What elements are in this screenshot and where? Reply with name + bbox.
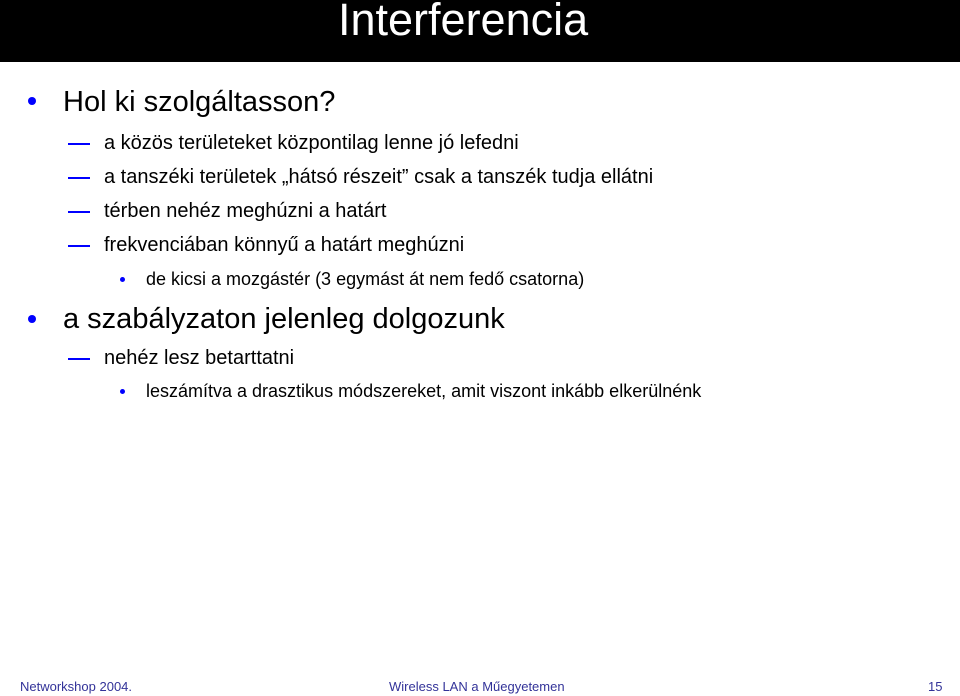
bullet-dash-icon — [68, 245, 90, 247]
bullet-text: a közös területeket központilag lenne jó lefedni — [104, 132, 519, 154]
footer-left: Networkshop 2004. — [20, 679, 133, 694]
bullet-text: a tanszéki területek „hátsó részeit” csak a tanszék tudja ellátni — [104, 166, 654, 188]
bullet-text: Hol ki szolgáltasson? — [63, 86, 336, 118]
bullet-text: nehéz lesz betarttatni — [104, 347, 295, 369]
bullet-dot-icon — [120, 389, 125, 394]
bullet-dot-icon — [28, 97, 36, 105]
footer-center: Wireless LAN a Műegyetemen — [389, 679, 565, 694]
bullet-dot-icon — [28, 315, 36, 323]
bullet-dash-icon — [68, 211, 90, 213]
slide-title: Interferencia — [338, 0, 589, 45]
bullet-text: de kicsi a mozgástér (3 egymást át nem fedő csatorna) — [146, 269, 585, 289]
bullet-text: frekvenciában könnyű a határt meghúzni — [104, 234, 465, 256]
bullet-dot-icon — [120, 277, 125, 282]
bullet-text: a szabályzaton jelenleg dolgozunk — [63, 303, 505, 335]
bullet-dash-icon — [68, 177, 90, 179]
bullet-text: térben nehéz meghúzni a határt — [104, 200, 387, 222]
title-bar — [0, 0, 960, 62]
bullet-text: leszámítva a drasztikus módszereket, amit viszont inkább elkerülnénk — [146, 381, 702, 401]
bullet-dash-icon — [68, 358, 90, 360]
footer-page-number: 15 — [928, 679, 943, 694]
bullet-dash-icon — [68, 143, 90, 145]
